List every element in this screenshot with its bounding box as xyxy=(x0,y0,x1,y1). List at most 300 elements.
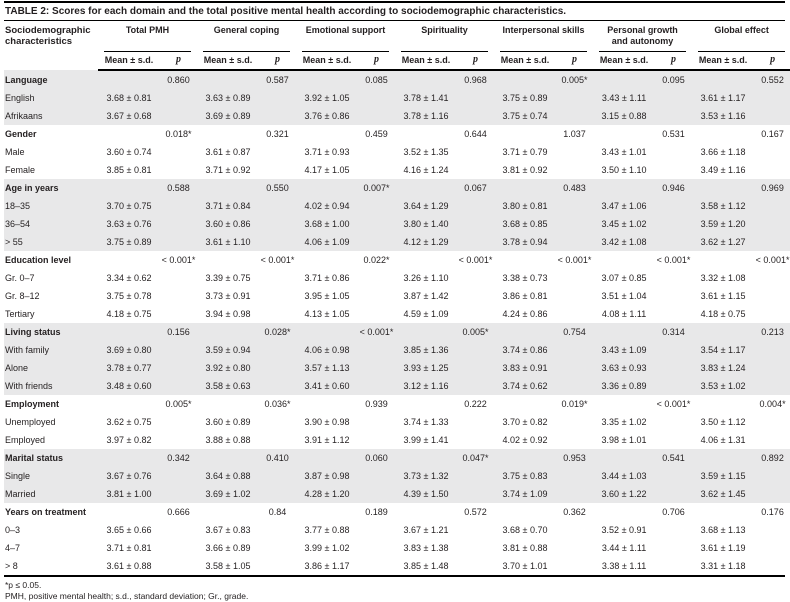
footnote-abbreviations: PMH, positive mental health; s.d., standard deviation; Gr., grade. xyxy=(5,591,249,601)
p-value-cell xyxy=(358,305,395,323)
p-value-cell xyxy=(457,539,494,557)
mean-sd-cell: 3.49 ± 1.16 xyxy=(700,165,746,175)
mean-sd-cell: 3.97 ± 0.82 xyxy=(106,435,152,445)
group-header-cell xyxy=(395,21,494,52)
mean-sd-cell: 3.50 ± 1.12 xyxy=(700,417,746,427)
mean-sd-cell: 3.67 ± 0.76 xyxy=(98,467,160,485)
p-value-cell: 0.644 xyxy=(464,129,487,139)
section-row xyxy=(4,503,790,521)
p-value-cell xyxy=(655,269,692,287)
p-value-cell: 0.541 xyxy=(655,449,692,467)
p-value-cell xyxy=(655,215,692,233)
p-value-cell: 0.189 xyxy=(365,507,388,517)
group-header-label: Interpersonal skills xyxy=(500,24,587,52)
mean-sd-cell: 3.83 ± 0.91 xyxy=(494,359,556,377)
p-value-cell xyxy=(655,341,692,359)
mean-sd-cell: 3.71 ± 0.79 xyxy=(502,147,548,157)
p-value-cell: 0.007* xyxy=(358,179,395,197)
row-label: 36–54 xyxy=(4,215,98,233)
p-value-cell xyxy=(259,377,296,395)
p-value-cell: < 0.001* xyxy=(755,255,790,265)
mean-sd-cell: 3.50 ± 1.10 xyxy=(601,165,647,175)
mean-sd-cell: 3.70 ± 0.82 xyxy=(502,417,548,427)
p-value-cell xyxy=(754,557,790,575)
mean-sd-cell: 3.83 ± 1.38 xyxy=(403,543,449,553)
p-value-cell xyxy=(358,287,395,305)
mean-sd-cell: 4.06 ± 0.98 xyxy=(296,341,358,359)
mean-sd-cell: 3.59 ± 1.15 xyxy=(692,467,754,485)
p-value-cell xyxy=(259,467,296,485)
mean-sd-cell: 3.74 ± 1.09 xyxy=(494,485,556,503)
p-value-cell xyxy=(160,107,197,125)
data-row xyxy=(4,467,790,485)
group-header-cell xyxy=(593,21,692,52)
header-row-groups xyxy=(4,21,790,52)
mean-sd-cell: 3.38 ± 0.73 xyxy=(502,273,548,283)
p-value-cell xyxy=(160,161,197,179)
p-value-cell xyxy=(358,377,395,395)
mean-sd-cell: 3.75 ± 0.78 xyxy=(106,291,152,301)
p-value-cell xyxy=(457,377,494,395)
p-value-cell: 0.572 xyxy=(464,507,487,517)
section-row xyxy=(4,179,790,197)
mean-sd-cell xyxy=(98,125,160,143)
mean-sd-cell: 3.67 ± 0.68 xyxy=(98,107,160,125)
column-header-mean-sd: Mean ± s.d. xyxy=(593,52,655,70)
p-value-cell xyxy=(556,431,593,449)
p-value-cell xyxy=(358,341,395,359)
mean-sd-cell: 4.59 ± 1.09 xyxy=(403,309,449,319)
section-row xyxy=(4,395,790,413)
p-value-cell xyxy=(655,233,692,251)
p-value-cell xyxy=(457,557,494,575)
mean-sd-cell: 3.68 ± 0.85 xyxy=(494,215,556,233)
mean-sd-cell: 4.02 ± 0.94 xyxy=(296,197,358,215)
p-value-cell: 0.939 xyxy=(365,399,388,409)
p-value-cell xyxy=(358,161,395,179)
p-value-cell: 0.005* xyxy=(165,399,192,409)
p-value-cell: 0.005* xyxy=(457,323,494,341)
mean-sd-cell xyxy=(395,179,457,197)
mean-sd-cell: 3.78 ± 0.94 xyxy=(494,233,556,251)
mean-sd-cell: 3.88 ± 0.88 xyxy=(205,435,251,445)
section-row xyxy=(4,70,790,89)
mean-sd-cell xyxy=(197,323,259,341)
data-row xyxy=(4,287,790,305)
p-value-cell: 0.754 xyxy=(556,323,593,341)
p-value-cell xyxy=(259,161,296,179)
p-value-cell: 0.946 xyxy=(655,179,692,197)
mean-sd-cell: 3.51 ± 1.04 xyxy=(601,291,647,301)
p-value-cell xyxy=(754,341,790,359)
mean-sd-cell: 3.69 ± 0.80 xyxy=(98,341,160,359)
mean-sd-cell: 3.74 ± 0.62 xyxy=(494,377,556,395)
data-row xyxy=(4,485,790,503)
mean-sd-cell: 3.62 ± 1.45 xyxy=(692,485,754,503)
group-header-label: Global effect xyxy=(698,24,785,52)
mean-sd-cell xyxy=(593,395,655,413)
p-value-cell xyxy=(358,269,395,287)
column-header-p: p xyxy=(160,52,197,70)
table-footnotes xyxy=(4,577,785,602)
data-row xyxy=(4,341,790,359)
mean-sd-cell: 3.93 ± 1.25 xyxy=(395,359,457,377)
mean-sd-cell: 3.86 ± 0.81 xyxy=(502,291,548,301)
p-value-cell: 0.176 xyxy=(761,507,784,517)
p-value-cell xyxy=(655,467,692,485)
mean-sd-cell: 3.59 ± 0.94 xyxy=(197,341,259,359)
mean-sd-cell: 3.43 ± 1.11 xyxy=(593,89,655,107)
p-value-cell xyxy=(556,485,593,503)
row-label: Gr. 8–12 xyxy=(5,291,40,301)
p-value-cell: 0.156 xyxy=(160,323,197,341)
row-label: Male xyxy=(5,147,25,157)
p-value-cell xyxy=(160,341,197,359)
mean-sd-cell: 3.48 ± 0.60 xyxy=(98,377,160,395)
row-label: Gr. 0–7 xyxy=(5,273,35,283)
p-value-cell: 0.321 xyxy=(266,129,289,139)
mean-sd-cell: 3.61 ± 0.88 xyxy=(106,561,152,571)
p-value-cell xyxy=(556,341,593,359)
p-value-cell: 0.018* xyxy=(165,129,192,139)
p-value-cell xyxy=(358,89,395,107)
row-label: 18–35 xyxy=(4,197,98,215)
mean-sd-cell: 3.36 ± 0.89 xyxy=(593,377,655,395)
mean-sd-cell xyxy=(494,179,556,197)
p-value-cell xyxy=(358,485,395,503)
p-value-cell: 0.531 xyxy=(662,129,685,139)
mean-sd-cell: 4.17 ± 1.05 xyxy=(304,165,350,175)
mean-sd-cell: 3.38 ± 1.11 xyxy=(601,561,647,571)
data-row xyxy=(4,359,790,377)
p-value-cell xyxy=(160,215,197,233)
mean-sd-cell: 3.92 ± 0.80 xyxy=(197,359,259,377)
p-value-cell xyxy=(754,377,790,395)
p-value-cell xyxy=(556,413,593,431)
p-value-cell: 0.167 xyxy=(761,129,784,139)
mean-sd-cell: 3.78 ± 1.41 xyxy=(395,89,457,107)
mean-sd-cell xyxy=(98,449,160,467)
mean-sd-cell: 4.16 ± 1.24 xyxy=(403,165,449,175)
mean-sd-cell: 4.06 ± 1.31 xyxy=(700,435,746,445)
data-row xyxy=(4,161,790,179)
p-value-cell: < 0.001* xyxy=(161,255,196,265)
mean-sd-cell: 3.77 ± 0.88 xyxy=(304,525,350,535)
row-label: Afrikaans xyxy=(4,107,98,125)
footnote-significance: *p ≤ 0.05. xyxy=(5,580,42,590)
p-value-cell xyxy=(358,539,395,557)
p-value-cell: 0.005* xyxy=(556,70,593,89)
column-header-mean-sd: Mean ± s.d. xyxy=(395,52,457,70)
mean-sd-cell xyxy=(197,251,259,269)
mean-sd-cell: 3.80 ± 1.40 xyxy=(395,215,457,233)
row-label: Married xyxy=(4,485,98,503)
p-value-cell: 0.067 xyxy=(457,179,494,197)
p-value-cell xyxy=(160,539,197,557)
group-header-label: Personal growth and autonomy xyxy=(599,24,686,52)
row-label: With friends xyxy=(4,377,98,395)
mean-sd-cell: 3.53 ± 1.02 xyxy=(692,377,754,395)
p-value-cell xyxy=(754,521,790,539)
mean-sd-cell xyxy=(296,323,358,341)
column-header-mean-sd: Mean ± s.d. xyxy=(296,52,358,70)
section-label: Years on treatment xyxy=(5,507,87,517)
p-value-cell xyxy=(457,107,494,125)
p-value-cell xyxy=(259,305,296,323)
p-value-cell xyxy=(655,557,692,575)
p-value-cell: 0.588 xyxy=(160,179,197,197)
mean-sd-cell xyxy=(494,449,556,467)
p-value-cell xyxy=(259,89,296,107)
section-label: Marital status xyxy=(4,449,98,467)
mean-sd-cell: 3.69 ± 1.02 xyxy=(197,485,259,503)
mean-sd-cell xyxy=(296,395,358,413)
mean-sd-cell xyxy=(395,395,457,413)
p-value-cell xyxy=(556,233,593,251)
mean-sd-cell: 3.70 ± 0.75 xyxy=(98,197,160,215)
mean-sd-cell: 4.02 ± 0.92 xyxy=(502,435,548,445)
data-row xyxy=(4,557,790,575)
section-row xyxy=(4,125,790,143)
p-value-cell xyxy=(259,521,296,539)
row-label: > 8 xyxy=(5,561,18,571)
column-header-p: p xyxy=(754,52,790,70)
p-value-cell xyxy=(655,143,692,161)
mean-sd-cell: 3.47 ± 1.06 xyxy=(593,197,655,215)
mean-sd-cell xyxy=(593,449,655,467)
mean-sd-cell: 3.81 ± 0.92 xyxy=(502,165,548,175)
mean-sd-cell: 3.90 ± 0.98 xyxy=(304,417,350,427)
section-label: Employment xyxy=(5,399,60,409)
mean-sd-cell xyxy=(98,70,160,89)
table-label: TABLE 2: xyxy=(5,6,50,17)
mean-sd-cell: 4.12 ± 1.29 xyxy=(395,233,457,251)
mean-sd-cell xyxy=(395,251,457,269)
mean-sd-cell: 3.61 ± 1.10 xyxy=(197,233,259,251)
p-value-cell xyxy=(655,197,692,215)
mean-sd-cell xyxy=(494,125,556,143)
column-header-mean-sd: Mean ± s.d. xyxy=(197,52,259,70)
p-value-cell xyxy=(457,161,494,179)
mean-sd-cell: 3.44 ± 1.11 xyxy=(601,543,647,553)
mean-sd-cell: 3.91 ± 1.12 xyxy=(304,435,350,445)
mean-sd-cell: 3.63 ± 0.89 xyxy=(197,89,259,107)
mean-sd-cell: 3.64 ± 0.88 xyxy=(197,467,259,485)
data-row xyxy=(4,305,790,323)
p-value-cell xyxy=(556,359,593,377)
mean-sd-cell xyxy=(593,70,655,89)
mean-sd-cell xyxy=(692,449,754,467)
mean-sd-cell: 3.85 ± 0.81 xyxy=(106,165,152,175)
mean-sd-cell: 3.63 ± 0.76 xyxy=(98,215,160,233)
mean-sd-cell: 3.98 ± 1.01 xyxy=(601,435,647,445)
p-value-cell xyxy=(457,287,494,305)
mean-sd-cell xyxy=(98,503,160,521)
mean-sd-cell: 3.75 ± 0.74 xyxy=(494,107,556,125)
mean-sd-cell xyxy=(296,179,358,197)
mean-sd-cell: 3.71 ± 0.81 xyxy=(106,543,152,553)
data-row xyxy=(4,107,790,125)
p-value-cell xyxy=(358,413,395,431)
p-value-cell xyxy=(358,431,395,449)
mean-sd-cell: 3.54 ± 1.17 xyxy=(692,341,754,359)
mean-sd-cell: 3.43 ± 1.09 xyxy=(593,341,655,359)
mean-sd-cell: 3.92 ± 1.05 xyxy=(296,89,358,107)
group-header-label: Spirituality xyxy=(401,24,488,52)
column-header-p: p xyxy=(655,52,692,70)
p-value-cell xyxy=(457,413,494,431)
section-row xyxy=(4,251,790,269)
data-row xyxy=(4,197,790,215)
row-label: Unemployed xyxy=(5,417,56,427)
mean-sd-cell: 3.99 ± 1.41 xyxy=(403,435,449,445)
p-value-cell xyxy=(358,467,395,485)
data-row xyxy=(4,143,790,161)
mean-sd-cell: 3.78 ± 1.16 xyxy=(395,107,457,125)
data-row xyxy=(4,269,790,287)
p-value-cell: 0.892 xyxy=(754,449,790,467)
p-value-cell xyxy=(655,287,692,305)
p-value-cell xyxy=(556,215,593,233)
group-header-label: General coping xyxy=(203,24,290,52)
data-row xyxy=(4,233,790,251)
p-value-cell xyxy=(655,521,692,539)
mean-sd-cell: 3.73 ± 0.91 xyxy=(205,291,251,301)
mean-sd-cell xyxy=(593,179,655,197)
p-value-cell: 0.587 xyxy=(259,70,296,89)
mean-sd-cell: 3.74 ± 1.33 xyxy=(403,417,449,427)
mean-sd-cell: 3.66 ± 1.18 xyxy=(700,147,746,157)
mean-sd-cell: 3.75 ± 0.83 xyxy=(494,467,556,485)
mean-sd-cell: 3.78 ± 0.77 xyxy=(98,359,160,377)
mean-sd-cell xyxy=(692,179,754,197)
mean-sd-cell: 3.67 ± 0.83 xyxy=(205,525,251,535)
p-value-cell: 0.314 xyxy=(655,323,692,341)
p-value-cell: 1.037 xyxy=(563,129,586,139)
mean-sd-cell: 3.42 ± 1.08 xyxy=(593,233,655,251)
mean-sd-cell: 3.81 ± 0.88 xyxy=(502,543,548,553)
mean-sd-cell: 3.52 ± 1.35 xyxy=(403,147,449,157)
mean-sd-cell: 3.44 ± 1.03 xyxy=(593,467,655,485)
p-value-cell xyxy=(655,485,692,503)
mean-sd-cell: 3.70 ± 1.01 xyxy=(502,561,548,571)
mean-sd-cell xyxy=(395,449,457,467)
p-value-cell xyxy=(457,467,494,485)
p-value-cell xyxy=(259,557,296,575)
p-value-cell: 0.483 xyxy=(556,179,593,197)
p-value-cell: 0.860 xyxy=(160,70,197,89)
mean-sd-cell: 3.53 ± 1.16 xyxy=(692,107,754,125)
row-label: Tertiary xyxy=(5,309,35,319)
mean-sd-cell: 3.31 ± 1.18 xyxy=(700,561,746,571)
p-value-cell xyxy=(259,539,296,557)
p-value-cell: < 0.001* xyxy=(458,255,493,265)
mean-sd-cell: 3.86 ± 1.17 xyxy=(304,561,350,571)
mean-sd-cell xyxy=(296,70,358,89)
mean-sd-cell: 3.58 ± 0.63 xyxy=(197,377,259,395)
p-value-cell xyxy=(754,89,790,107)
p-value-cell xyxy=(160,521,197,539)
p-value-cell xyxy=(457,305,494,323)
p-value-cell xyxy=(457,269,494,287)
mean-sd-cell: 3.60 ± 0.89 xyxy=(205,417,251,427)
mean-sd-cell: 4.18 ± 0.75 xyxy=(700,309,746,319)
p-value-cell xyxy=(358,359,395,377)
p-value-cell xyxy=(457,89,494,107)
mean-sd-cell: 3.68 ± 0.70 xyxy=(502,525,548,535)
mean-sd-cell xyxy=(98,395,160,413)
mean-sd-cell xyxy=(692,125,754,143)
mean-sd-cell xyxy=(692,503,754,521)
p-value-cell xyxy=(754,143,790,161)
p-value-cell xyxy=(457,485,494,503)
mean-sd-cell xyxy=(296,251,358,269)
p-value-cell xyxy=(160,485,197,503)
mean-sd-cell: 4.28 ± 1.20 xyxy=(296,485,358,503)
p-value-cell xyxy=(556,521,593,539)
p-value-cell: 0.028* xyxy=(259,323,296,341)
p-value-cell xyxy=(160,467,197,485)
mean-sd-cell: 4.18 ± 0.75 xyxy=(106,309,152,319)
p-value-cell xyxy=(754,359,790,377)
p-value-cell xyxy=(556,269,593,287)
p-value-cell: 0.550 xyxy=(259,179,296,197)
p-value-cell xyxy=(160,377,197,395)
column-header-mean-sd: Mean ± s.d. xyxy=(494,52,556,70)
mean-sd-cell: 3.68 ± 0.81 xyxy=(98,89,160,107)
p-value-cell xyxy=(259,359,296,377)
p-value-cell xyxy=(160,143,197,161)
column-header-mean-sd: Mean ± s.d. xyxy=(98,52,160,70)
p-value-cell: 0.666 xyxy=(167,507,190,517)
mean-sd-cell xyxy=(395,125,457,143)
mean-sd-cell: 3.67 ± 1.21 xyxy=(403,525,449,535)
mean-sd-cell: 3.68 ± 1.00 xyxy=(296,215,358,233)
p-value-cell xyxy=(160,359,197,377)
p-value-cell xyxy=(259,269,296,287)
p-value-cell xyxy=(754,269,790,287)
mean-sd-cell: 3.63 ± 0.93 xyxy=(593,359,655,377)
section-row xyxy=(4,323,790,341)
mean-sd-cell xyxy=(692,323,754,341)
p-value-cell xyxy=(556,467,593,485)
p-value-cell xyxy=(358,233,395,251)
p-value-cell: 0.085 xyxy=(358,70,395,89)
mean-sd-cell: 4.39 ± 1.50 xyxy=(395,485,457,503)
group-header-label: Emotional support xyxy=(302,24,389,52)
row-label: > 55 xyxy=(4,233,98,251)
table-title xyxy=(4,1,785,21)
p-value-cell: 0.552 xyxy=(754,70,790,89)
mean-sd-cell: 3.87 ± 1.42 xyxy=(403,291,449,301)
mean-sd-cell: 3.71 ± 0.92 xyxy=(205,165,251,175)
data-row xyxy=(4,539,790,557)
p-value-cell xyxy=(358,197,395,215)
mean-sd-cell: 3.71 ± 0.86 xyxy=(304,273,350,283)
mean-sd-cell: 3.68 ± 1.13 xyxy=(700,525,746,535)
p-value-cell xyxy=(556,143,593,161)
mean-sd-cell: 3.62 ± 1.27 xyxy=(692,233,754,251)
p-value-cell xyxy=(556,107,593,125)
p-value-cell xyxy=(556,377,593,395)
table-body xyxy=(4,70,790,575)
p-value-cell xyxy=(556,287,593,305)
p-value-cell xyxy=(655,359,692,377)
mean-sd-cell xyxy=(593,323,655,341)
p-value-cell xyxy=(655,413,692,431)
mean-sd-cell: 3.61 ± 1.17 xyxy=(692,89,754,107)
row-label: Employed xyxy=(5,435,46,445)
